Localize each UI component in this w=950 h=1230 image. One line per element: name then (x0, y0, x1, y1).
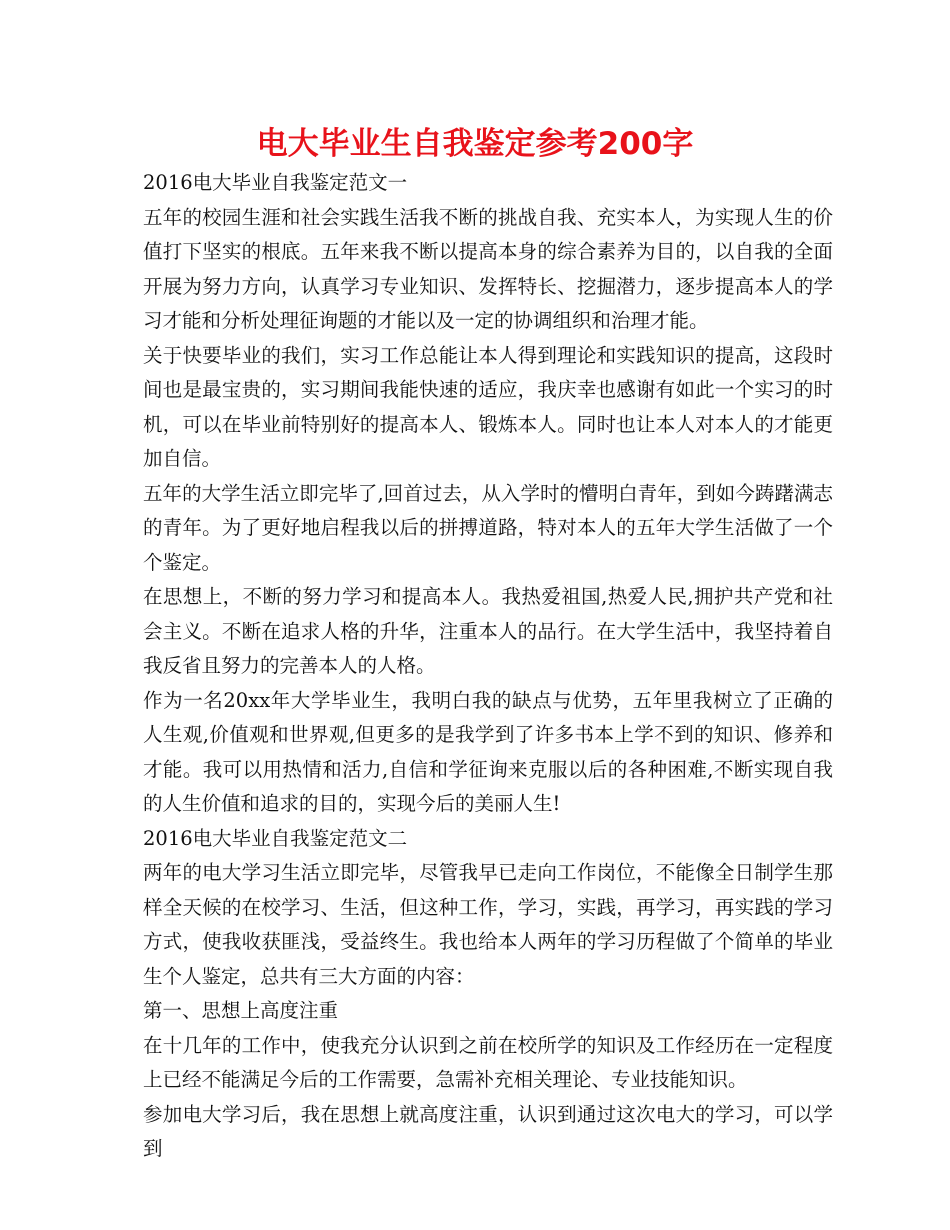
document-title: 电大毕业生自我鉴定参考200字 (256, 126, 694, 162)
paragraph-7: 在十几年的工作中，使我充分认识到之前在校所学的知识及工作经历在一定程度上已经不能满足今后的工作需要，急需补充相关理论、专业技能知识。 (143, 1033, 833, 1091)
section-heading-1: 2016电大毕业自我鉴定范文一 (143, 171, 408, 194)
section-heading-2: 2016电大毕业自我鉴定范文二 (143, 826, 408, 850)
paragraph-1: 五年的校园生涯和社会实践生活我不断的挑战自我、充实本人，为实现人生的价值打下坚实的根底。五年来我不断以提高本身的综合素养为目的，以自我的全面开展为努力方向，认真学习专业知识、发挥特长、挖掘潜力，逐步提高本人的学习才能和分析处理征询题的才能以及一定的协调组织和治理才能。 (143, 205, 833, 332)
document-body (143, 166, 833, 1167)
paragraph-5: 作为一名20xx年大学毕业生，我明白我的缺点与优势，五年里我树立了正确的人生观,价值观和世界观,但更多的是我学到了许多书本上学不到的知识、修养和才能。我可以用热情和活力,自信和学征询来克服以后的各种困难,不断实现自我的人生价值和追求的目的，实现今后的美丽人生! (143, 688, 833, 815)
paragraph-4: 在思想上，不断的努力学习和提高本人。我热爱祖国,热爱人民,拥护共产党和社会主义。不断在追求人格的升华，注重本人的品行。在大学生活中，我坚持着自我反省且努力的完善本人的人格。 (143, 585, 833, 677)
paragraph-6: 两年的电大学习生活立即完毕，尽管我早已走向工作岗位，不能像全日制学生那样全天候的在校学习、生活，但这种工作，学习，实践，再学习，再实践的学习方式，使我收获匪浅，受益终生。我也给本人两年的学习历程做了个简单的毕业生个人鉴定，总共有三大方面的内容： (143, 861, 833, 988)
subsection-heading-1: 第一、思想上高度注重 (143, 999, 339, 1022)
paragraph-3: 五年的大学生活立即完毕了,回首过去，从入学时的懵明白青年，到如今踌躇满志的青年。为了更好地启程我以后的拼搏道路，特对本人的五年大学生活做了一个个鉴定。 (143, 481, 833, 574)
paragraph-8: 参加电大学习后，我在思想上就高度注重，认识到通过这次电大的学习，可以学到 (143, 1102, 833, 1160)
paragraph-2: 关于快要毕业的我们，实习工作总能让本人得到理论和实践知识的提高，这段时间也是最宝贵的，实习期间我能快速的适应，我庆幸也感谢有如此一个实习的时机，可以在毕业前特别好的提高本人、锻炼本人。同时也让本人对本人的才能更加自信。 (143, 343, 833, 470)
